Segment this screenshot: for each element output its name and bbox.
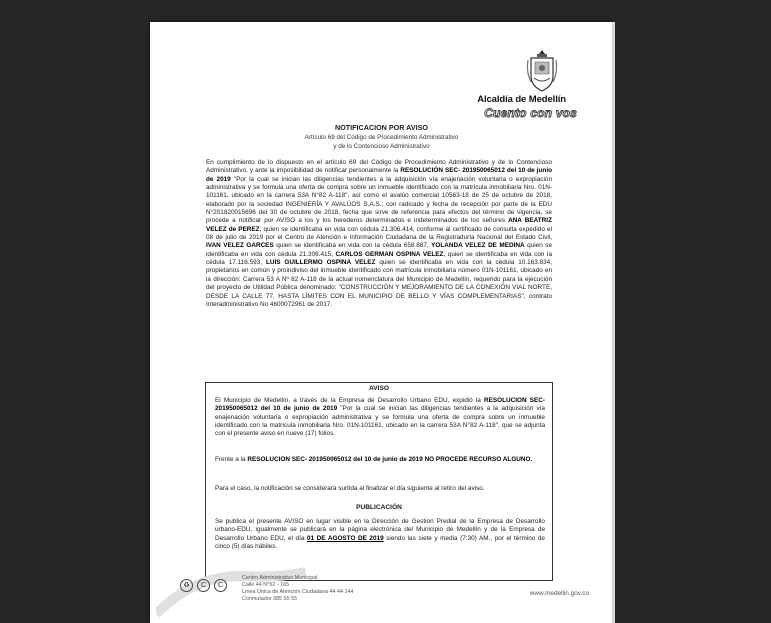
text-run: IVAN VELEZ GARCES — [206, 242, 274, 250]
certification-icon: C — [197, 579, 210, 592]
footer-line-1: Centro Administrativo Municipal — [242, 575, 318, 581]
text-run: El Municipio de Medellín, a través de la Empresa de Desarrollo Urbano EDU, expidió la — [215, 397, 484, 404]
text-run: quien se identificaba en vida con la cédula 10.163.834, propietarios en común y proindiviso del inmueble identificado con matrícula inmobiliaria número 01N-101161, ubicado en la dirección: Carrera 53 A Nº 82 A-118 de la actual nomenclatura del Municipio de Medellín, requerido para la ejecución del proyecto de Utilidad Pública denominado: "CONSTRUCCIÓN Y MEJORAMIENTO DE LA CONEXIÓN VIAL NORTE, DESDE LA CALLE 77, HASTA LÍMITES CON EL MUNICIPIO DE BELLO Y VÍAS COMPLEMENTARIAS", contrato Interadministrativo No 4600072961 de 2017. — [206, 259, 552, 308]
org-name: Alcaldía de Medellín — [477, 94, 566, 105]
text-run: CARLOS GERMAN OSPINA VELEZ — [335, 250, 444, 258]
text-run: YOLANDA VELEZ DE MEDINA — [431, 242, 525, 250]
text-run: quien se identificaba en vida con cédula 21.306.415, — [206, 242, 552, 258]
document-title: NOTIFICACION POR AVISO — [334, 123, 429, 132]
aviso-box — [205, 382, 553, 581]
publication-title: PUBLICACIÓN — [356, 504, 402, 511]
org-slogan: Cuento con vos — [484, 106, 577, 120]
text-run: "Por la cual se inician las diligencias tendientes a la adquisición vía enajenación voluntaria o expropiación administrativa y se formula una oferta de compra sobre un inmueble identificado con la matrícula inmobiliaria Nro. 01N-101161, ubicado en la carrera 53A N°82 A-118", que se adjunta con el presente aviso en nueve (17) folios. — [215, 405, 545, 438]
aviso-paragraph-2 — [215, 456, 545, 474]
notification-body — [206, 159, 552, 381]
document-subtitle-2: y de lo Contencioso Administrativo — [333, 143, 430, 150]
footer-line-2: Calle 44 N°52 - 165 — [242, 582, 290, 588]
text-run: , quien se identificaba en vida con cédula 21.306.414, conforme al certificado de consulta expedido el 08 de julio de 2019 por el Centro de Atención e Información Ciudadana de la Registraduría Nacional del Estado Civil, — [206, 225, 552, 242]
page-edge — [612, 22, 615, 623]
footer-icons — [180, 579, 227, 592]
footer-website[interactable]: www.medellin.gov.co — [529, 590, 589, 597]
certification-icon-2: C — [214, 579, 227, 592]
text-run: "Por la cual se inician las diligencias tendientes a la adquisición vía enajenación voluntaria o expropiación administrativa y se formula una oferta de compra sobre un inmueble identificado con la matrícula inmobiliaria Nro. 01N-101161, ubicado en la carrera 53A N°82 A-118", así como el avalúo comercial 10563-18 de 25 de octubre de 2018, elaborado por la sociedad INGENIERÍA Y AVALÚOS S.A.S., con radicado y fecha de recepción por parte de la EDU N°201820015696 del 30 de octubre de 2018, fecha que sirve de referencia para efectos del término de vigencia, se procede a notificar por AVISO a los y los herederos determinados e indeterminados de los señores — [206, 175, 552, 225]
text-run: RESOLUCIÓN SEC- 201950065012 del 10 de junio de 2019 — [206, 167, 552, 183]
text-run: RESOLUCIÓN SEC- 201950065012 del 10 de junio de 2019 — [215, 397, 545, 413]
aviso-paragraph-3 — [215, 485, 545, 494]
footer-line-4: Conmutador 385 55 55 — [242, 596, 298, 602]
text-run: Se publica el presente AVISO en lugar visible en la Dirección de Gestión Predial de la Empresa de Desarrollo urbano-EDU, igualmente se publicará en la página electrónica del Municipio de Medellín y de la Empresa de Desarrollo Urbano EDU, el día — [215, 518, 545, 542]
text-run: LUIS GUILLERMO OSPINA VELEZ — [265, 259, 376, 267]
aviso-paragraph-1 — [215, 397, 545, 447]
aviso-title: AVISO — [368, 385, 390, 392]
text-run: ANA BEATRIZ VELEZ de PEREZ — [206, 217, 552, 233]
text-run: quien se identificaba en vida con la cédula 658.887, — [273, 242, 432, 250]
footer-address — [242, 575, 354, 603]
footer-line-3: Línea Única de Atención Ciudadana 44 44 144 — [242, 589, 354, 595]
text-run: 01 DE AGOSTO DE 2019 — [307, 534, 384, 542]
document-page — [150, 22, 613, 623]
text-run: En cumplimiento de lo dispuesto en el artículo 69 del Código de Procedimiento Administrativo y de lo Contencioso Administrativo, y ante la imposibilidad de notificar personalmente la — [206, 159, 552, 175]
publication-paragraph — [215, 518, 545, 560]
text-run: Frente a la — [215, 456, 248, 463]
text-run: RESOLUCIÓN SEC- 201950065012 del 10 de junio de 2019 NO PROCEDE RECURSO ALGUNO. — [247, 456, 533, 463]
text-run: , quien se identificaba en vida con la cédula 17.116.593, — [206, 250, 552, 267]
coat-of-arms-icon — [525, 48, 559, 94]
document-subtitle-1: Artículo 69 del Código de Procedimiento Administrativo — [304, 134, 459, 141]
text-run: siendo las siete y media (7:30) AM., por el término de cinco (5) días hábiles. — [215, 534, 545, 551]
recycle-icon: ♻ — [180, 579, 193, 592]
text-run: Para el caso, la notificación se considerará surtida al finalizar el día siguiente al retiro del aviso. — [215, 485, 485, 492]
